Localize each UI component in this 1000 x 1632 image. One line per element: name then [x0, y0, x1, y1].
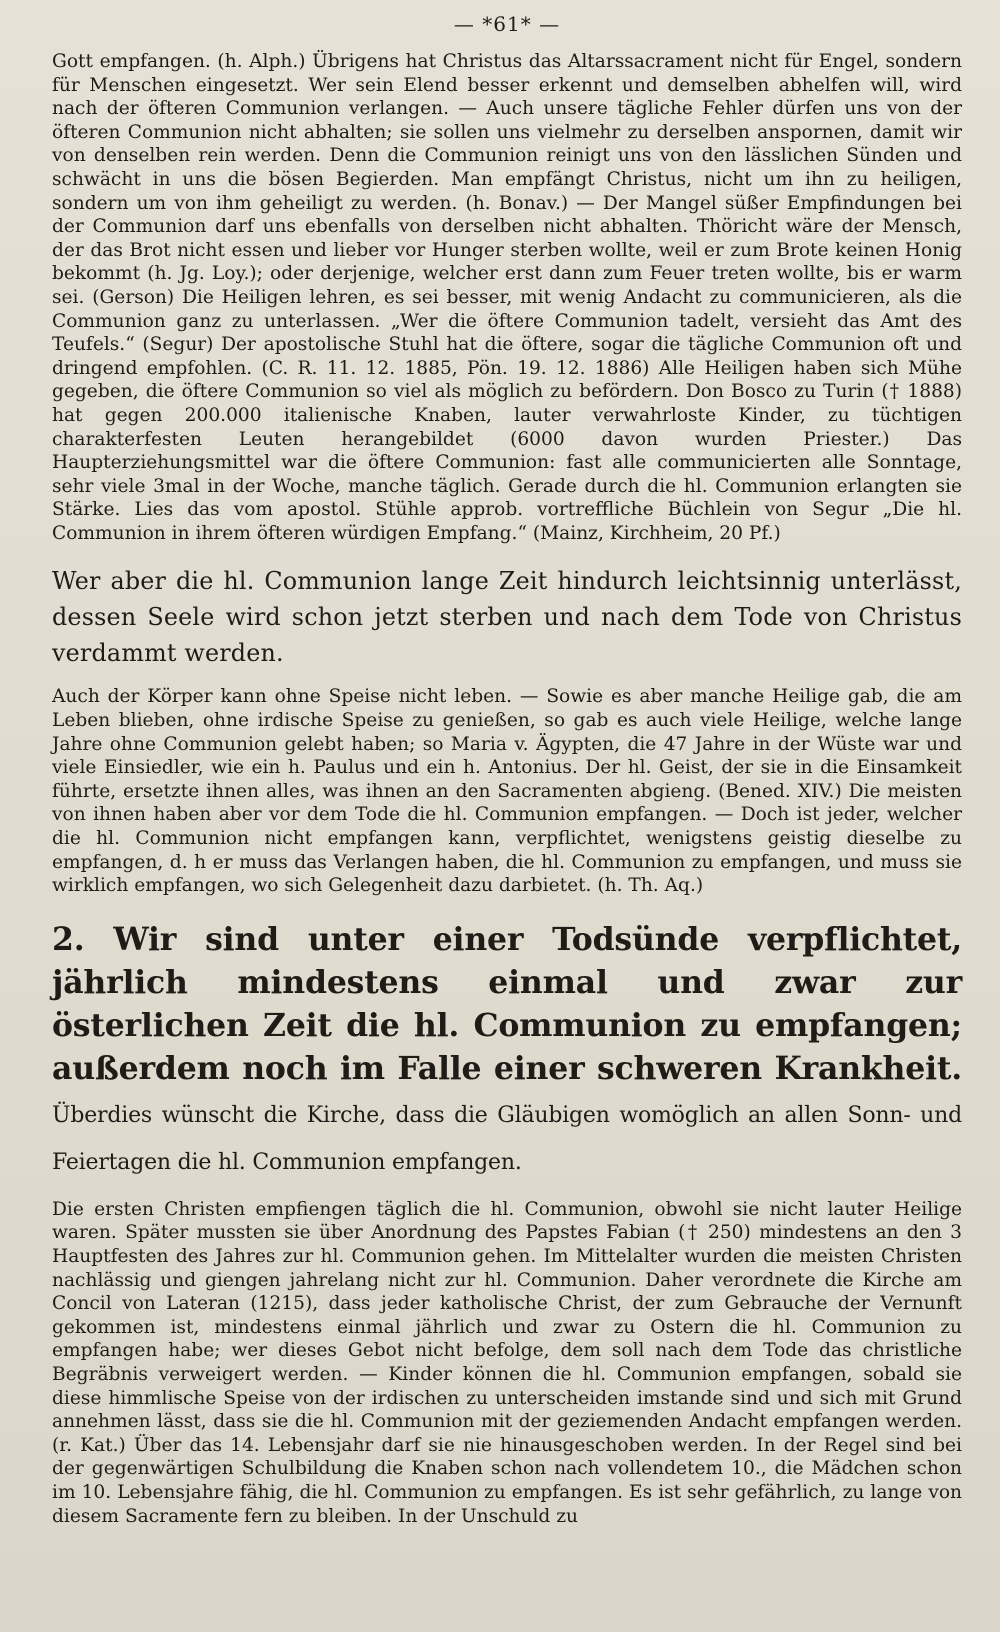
paragraph-neglect-warning: Wer aber die hl. Communion lange Zeit hindurch leichtsinnig unterlässt, dessen Seele wird schon jetzt sterben und nach dem Tode von Christus verdammt werden. [52, 567, 962, 668]
paragraph-easter-duty [52, 918, 962, 1184]
page-number: — *61* — [453, 12, 561, 36]
easter-duty-heading: 2. Wir sind unter einer Todsünde verpflichtet, jährlich mindestens einmal und zwar zur österlichen Zeit die hl. Communion zu empfangen; außerdem noch im Falle einer schweren Krankheit. [52, 920, 962, 1087]
easter-duty-tail: Überdies wünscht die Kirche, dass die Gläubigen womöglich an allen Sonn- und Feiertagen die hl. Communion empfangen. [52, 1102, 962, 1175]
paragraph-history-children: Die ersten Christen empfiengen täglich die hl. Communion, obwohl sie nicht lauter Heilige waren. Später mussten sie über Anordnung des Papstes Fabian († 250) mindestens an den 3 Hauptfesten des Jahres zur hl. Communion gehen. Im Mittelalter wurden die meisten Christen nachlässig und giengen jahrelang nicht zur hl. Communion. Daher verordnete die Kirche am Concil von Lateran (1215), dass jeder katholische Christ, der zum Gebrauche der Vernunft gekommen ist, mindestens einmal jährlich und zwar zu Ostern die hl. Communion zu empfangen habe; wer dieses Gebot nicht befolge, dem soll nach dem Tode das christliche Begräbnis verweigert werden. — Kinder können die hl. Communion empfangen, sobald sie diese himmlische Speise von der irdischen zu unterscheiden imstande sind und sich mit Grund annehmen lässt, dass sie die hl. Communion mit der geziemenden Andacht empfangen werden. (r. Kat.) Über das 14. Lebensjahr darf sie nie hinausgeschoben werden. In der Regel sind bei der gegenwärtigen Schulbildung die Knaben schon nach vollendetem 10., die Mädchen schon im 10. Lebensjahre fähig, die hl. Communion zu empfangen. Es ist sehr gefährlich, zu lange von diesem Sacramente fern zu bleiben. In der Unschuld zu [52, 1198, 962, 1527]
paragraph-frequent-communion: Gott empfangen. (h. Alph.) Übrigens hat Christus das Altarssacrament nicht für Engel, sondern für Menschen eingesetzt. Wer sein Elend besser erkennt und demselben abhelfen will, wird nach der öfteren Communion verlangen. — Auch unsere tägliche Fehler dürfen uns von der öfteren Communion nicht abhalten; sie sollen uns vielmehr zu derselben anspornen, damit wir von denselben rein werden. Denn die Communion reinigt uns von den lässlichen Sünden und schwächt in uns die bösen Begierden. Man empfängt Christus, nicht um ihn zu heiligen, sondern um von ihm geheiligt zu werden. (h. Bonav.) — Der Mangel süßer Empfindungen bei der Communion darf uns ebenfalls von derselben nicht abhalten. Thöricht wäre der Mensch, der das Brot nicht essen und lieber vor Hunger sterben wollte, weil er zum Brote keinen Honig bekommt (h. Jg. Loy.); oder derjenige, welcher erst dann zum Feuer treten wollte, bis er warm sei. (Gerson) Die Heiligen lehren, es sei besser, mit wenig Andacht zu communicieren, als die Communion ganz zu unterlassen. „Wer die öftere Communion tadelt, versieht das Amt des Teufels.“ (Segur) Der apostolische Stuhl hat die öftere, sogar die tägliche Communion oft und dringend empfohlen. (C. R. 11. 12. 1885, Pön. 19. 12. 1886) Alle Heiligen haben sich Mühe gegeben, die öftere Communion so viel als möglich zu befördern. Don Bosco zu Turin († 1888) hat gegen 200.000 italienische Knaben, lauter verwahrloste Kinder, zu tüchtigen charakterfesten Leuten herangebildet (6000 davon wurden Priester.) Das Haupterziehungsmittel war die öftere Communion: fast alle communicierten alle Sonntage, sehr viele 3mal in der Woche, manche täglich. Gerade durch die hl. Communion erlangten sie Stärke. Lies das vom apostol. Stühle approb. vortreffliche Büchlein von Segur „Die hl. Communion in ihrem öfteren würdigen Empfang.“ (Mainz, Kirchheim, 20 Pf.) [52, 51, 962, 544]
paragraph-spiritual-communion: Auch der Körper kann ohne Speise nicht leben. — Sowie es aber manche Heilige gab, die am Leben blieben, ohne irdische Speise zu genießen, so gab es auch viele Heilige, welche lange Jahre ohne Communion gelebt haben; so Maria v. Ägypten, die 47 Jahre in der Wüste war und viele Einsiedler, wie ein h. Paulus und ein h. Antonius. Der hl. Geist, der sie in die Einsamkeit führte, ersetzte ihnen alles, was ihnen an den Sacramenten abgieng. (Bened. XIV.) Die meisten von ihnen haben aber vor dem Tode die hl. Communion empfangen. — Doch ist jeder, welcher die hl. Communion nicht empfangen kann, verpflichtet, wenigstens geistig dieselbe zu empfangen, d. h er muss das Verlangen haben, die hl. Communion zu empfangen, und muss sie wirklich empfangen, wo sich Gelegenheit dazu darbietet. (h. Th. Aq.) [52, 686, 962, 897]
